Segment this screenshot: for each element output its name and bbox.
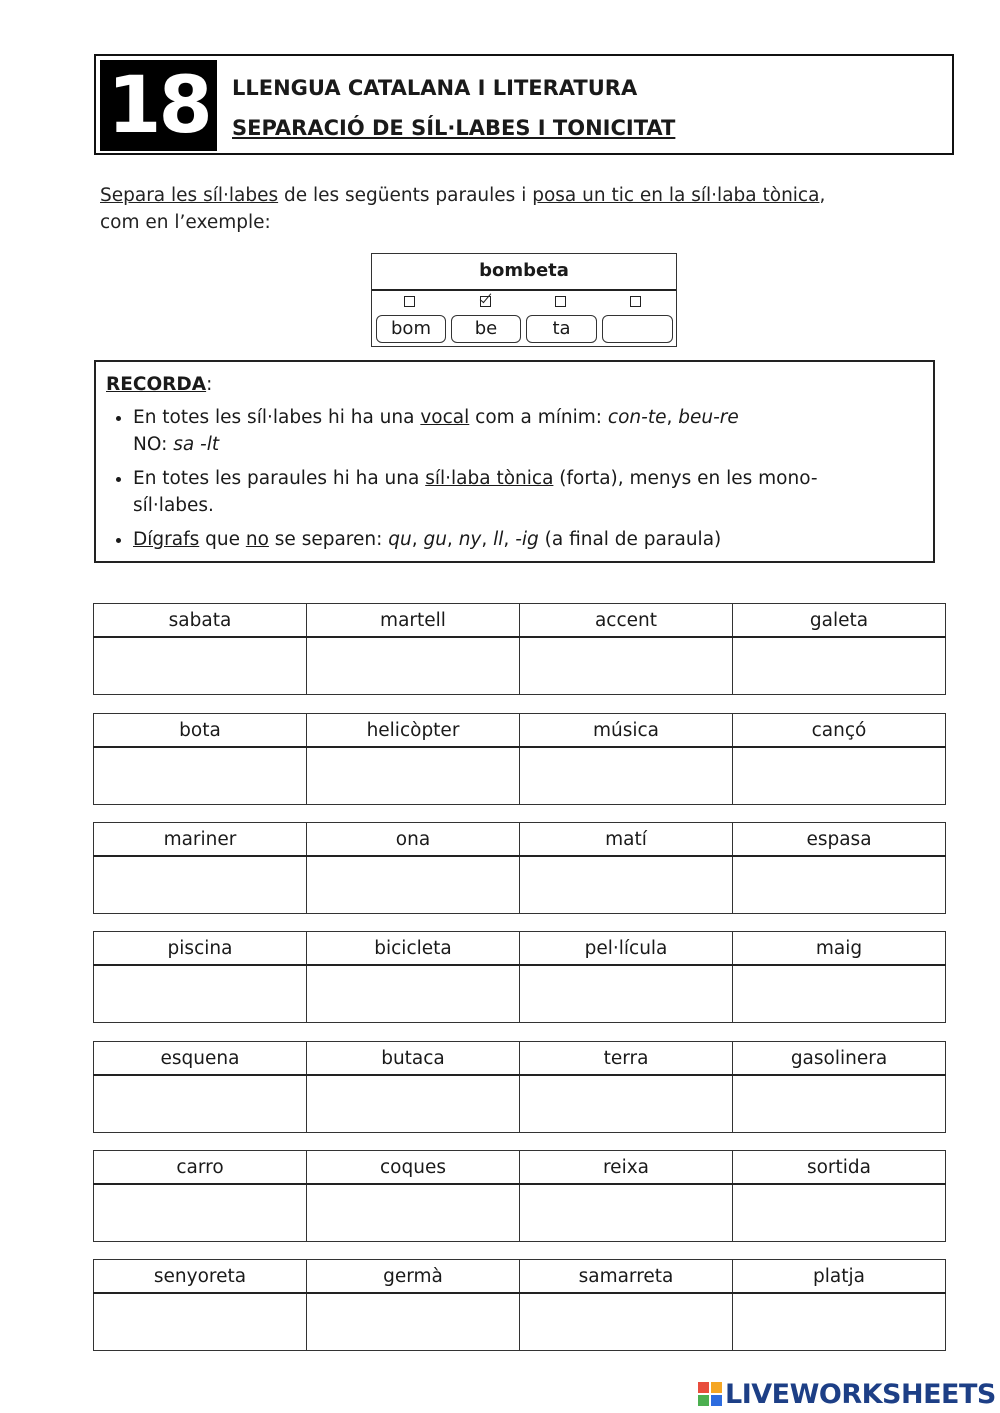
word-cell: música	[520, 714, 733, 748]
answer-cell[interactable]	[733, 1184, 946, 1242]
word-cell: espasa	[733, 823, 946, 857]
recorda-colon: :	[206, 374, 213, 395]
text: ny	[458, 529, 482, 550]
word-cell: maig	[733, 932, 946, 966]
answer-cell[interactable]	[307, 856, 520, 914]
answer-cell[interactable]	[733, 747, 946, 805]
example-syllable-4	[602, 315, 673, 343]
word-cell: sortida	[733, 1151, 946, 1185]
instruction-comma: ,	[819, 185, 826, 206]
answer-cell[interactable]	[94, 965, 307, 1023]
word-cell: butaca	[307, 1042, 520, 1076]
answer-cell[interactable]	[94, 856, 307, 914]
recorda-item-vowel	[133, 404, 933, 458]
text: ll	[493, 529, 504, 550]
answer-cell[interactable]	[94, 1184, 307, 1242]
instructions	[100, 182, 920, 236]
word-cell: matí	[520, 823, 733, 857]
answer-cell[interactable]	[520, 1184, 733, 1242]
text: ,	[411, 529, 424, 550]
text: ,	[503, 529, 516, 550]
text: -ig	[515, 529, 539, 550]
word-cell: coques	[307, 1151, 520, 1185]
instruction-text: de les següents paraules i	[278, 185, 533, 206]
topic-title: SEPARACIÓ DE SÍL·LABES I TONICITAT	[232, 116, 676, 140]
answer-cell[interactable]	[520, 856, 733, 914]
answer-cell[interactable]	[307, 1075, 520, 1133]
example-syllable-3: ta	[526, 315, 597, 343]
example-checkbox-3	[555, 296, 566, 307]
word-cell: terra	[520, 1042, 733, 1076]
example-syllable-2: be	[451, 315, 521, 343]
recorda-item-tonic	[133, 465, 933, 519]
word-cell: accent	[520, 604, 733, 638]
answer-cell[interactable]	[733, 856, 946, 914]
answer-cell[interactable]	[520, 637, 733, 695]
example-checkbox-2-ticked	[480, 296, 491, 307]
example-syllable-1: bom	[376, 315, 446, 343]
unit-number: 18	[100, 60, 217, 151]
answer-cell[interactable]	[520, 1075, 733, 1133]
example-checkbox-4	[630, 296, 641, 307]
answer-cell[interactable]	[94, 1293, 307, 1351]
recorda-box	[94, 360, 935, 563]
worksheet-header	[94, 54, 954, 155]
word-cell: platja	[733, 1260, 946, 1294]
word-cell: reixa	[520, 1151, 733, 1185]
word-table	[93, 603, 946, 695]
text: que	[199, 529, 246, 550]
word-table	[93, 1259, 946, 1351]
text: se separen:	[268, 529, 389, 550]
word-cell: helicòpter	[307, 714, 520, 748]
liveworksheets-logo	[698, 1378, 996, 1410]
word-cell: samarreta	[520, 1260, 733, 1294]
recorda-item-digraphs	[133, 526, 933, 553]
word-cell: germà	[307, 1260, 520, 1294]
answer-cell[interactable]	[307, 1184, 520, 1242]
word-cell: bicicleta	[307, 932, 520, 966]
text: síl·laba tònica	[425, 468, 554, 489]
answer-cell[interactable]	[307, 747, 520, 805]
word-cell: cançó	[733, 714, 946, 748]
answer-cell[interactable]	[520, 965, 733, 1023]
recorda-label: RECORDA	[106, 374, 207, 395]
word-table	[93, 822, 946, 914]
text: (a final de paraula)	[538, 529, 722, 550]
text: En totes les paraules hi ha una	[133, 468, 426, 489]
text: con-te	[607, 407, 667, 428]
word-table	[93, 1150, 946, 1242]
word-cell: senyoreta	[94, 1260, 307, 1294]
word-cell: martell	[307, 604, 520, 638]
text: no	[245, 529, 269, 550]
answer-cell[interactable]	[94, 637, 307, 695]
word-cell: ona	[307, 823, 520, 857]
answer-cell[interactable]	[94, 747, 307, 805]
answer-cell[interactable]	[520, 747, 733, 805]
text: com a mínim:	[469, 407, 608, 428]
answer-cell[interactable]	[733, 1075, 946, 1133]
text: qu	[388, 529, 412, 550]
text: ,	[481, 529, 494, 550]
word-table	[93, 931, 946, 1023]
word-cell: esquena	[94, 1042, 307, 1076]
word-cell: pel·lícula	[520, 932, 733, 966]
answer-cell[interactable]	[94, 1075, 307, 1133]
word-table	[93, 713, 946, 805]
text: NO:	[133, 434, 174, 455]
answer-cell[interactable]	[733, 965, 946, 1023]
text: ,	[446, 529, 459, 550]
word-cell: carro	[94, 1151, 307, 1185]
text: beu-re	[678, 407, 739, 428]
instruction-tick: posa un tic en la síl·laba tònica	[532, 185, 820, 206]
logo-text: LIVEWORKSHEETS	[725, 1378, 996, 1410]
text: síl·labes.	[133, 495, 214, 516]
recorda-list	[106, 404, 933, 560]
answer-cell[interactable]	[307, 637, 520, 695]
text: En totes les síl·labes hi ha una	[133, 407, 421, 428]
answer-cell[interactable]	[307, 1293, 520, 1351]
recorda-title	[106, 374, 212, 395]
instruction-line2: com en l’exemple:	[100, 212, 271, 233]
word-cell: sabata	[94, 604, 307, 638]
word-cell: galeta	[733, 604, 946, 638]
example-box	[371, 253, 677, 347]
answer-cell[interactable]	[733, 637, 946, 695]
word-cell: mariner	[94, 823, 307, 857]
answer-cell[interactable]	[307, 965, 520, 1023]
example-checks	[372, 296, 676, 312]
text: sa -lt	[173, 434, 220, 455]
word-cell: piscina	[94, 932, 307, 966]
text: gu	[423, 529, 447, 550]
answer-cell[interactable]	[520, 1293, 733, 1351]
word-cell: bota	[94, 714, 307, 748]
answer-cell[interactable]	[733, 1293, 946, 1351]
example-checkbox-1	[404, 296, 415, 307]
text: Dígrafs	[133, 529, 200, 550]
text: (forta), menys en les mono-	[553, 468, 818, 489]
instruction-separate: Separa les síl·labes	[100, 185, 279, 206]
text: vocal	[420, 407, 470, 428]
text: ,	[666, 407, 679, 428]
subject-title: LLENGUA CATALANA I LITERATURA	[232, 76, 638, 100]
example-word: bombeta	[372, 254, 676, 291]
word-cell: gasolinera	[733, 1042, 946, 1076]
logo-blocks-icon	[698, 1382, 722, 1406]
word-table	[93, 1041, 946, 1133]
